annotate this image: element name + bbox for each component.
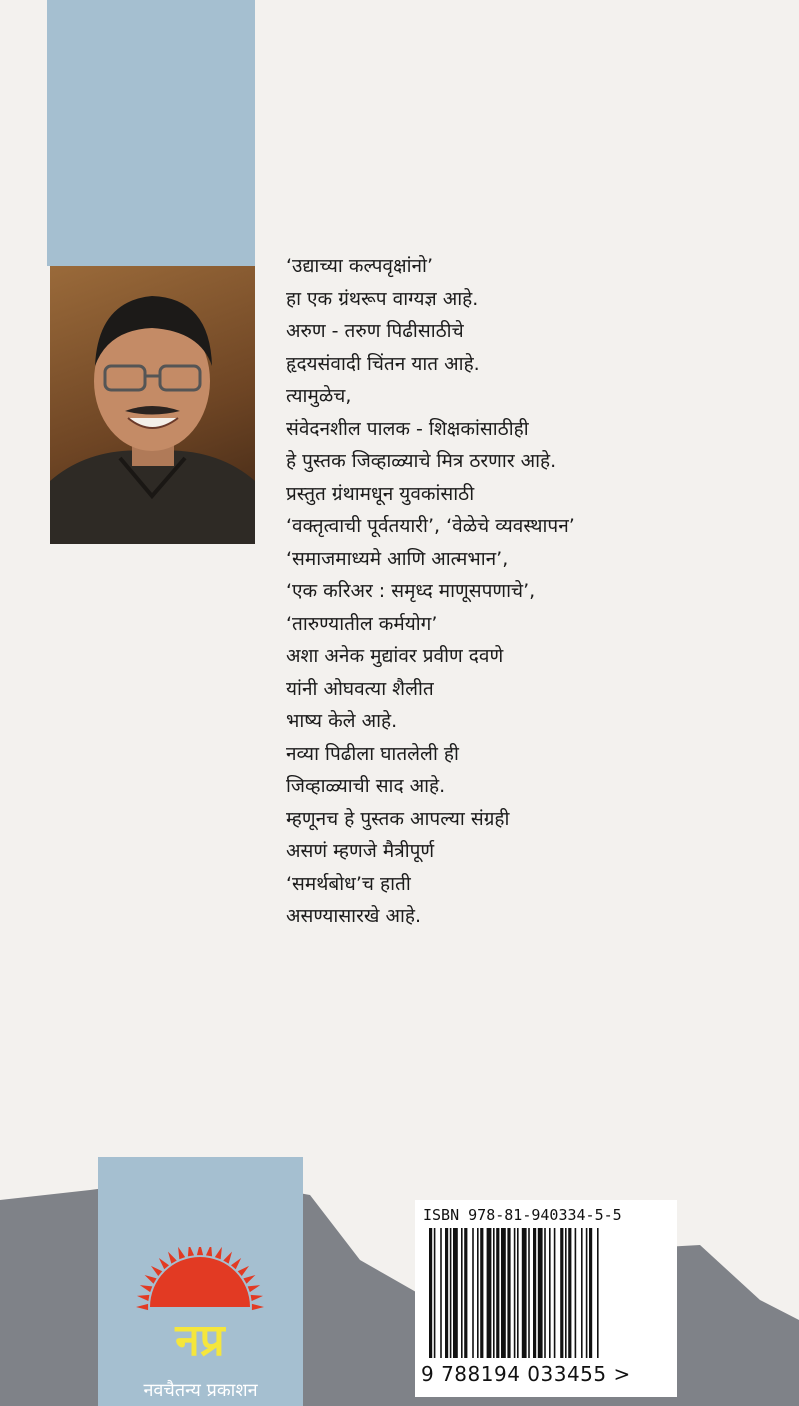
blurb-line: ‘तारुण्यातील कर्मयोग’ <box>286 612 438 635</box>
barcode-bar <box>581 1228 583 1358</box>
sun-ray <box>136 1304 148 1310</box>
blurb-line: म्हणूनच हे पुस्तक आपल्या संग्रही <box>286 807 510 830</box>
blurb-line: ‘एक करिअर : समृध्द माणूसपणाचे’, <box>286 580 536 602</box>
barcode-bar <box>501 1228 506 1358</box>
sun-ray <box>178 1247 185 1259</box>
barcode-bar <box>533 1228 536 1358</box>
sun-ray <box>137 1295 149 1301</box>
barcode-bar <box>429 1228 432 1358</box>
sun-ray <box>145 1275 157 1284</box>
barcode-bar <box>554 1228 556 1358</box>
barcode-bar <box>434 1228 436 1358</box>
blurb-line: असण्यासारखे आहे. <box>286 905 421 927</box>
sun-ray <box>215 1247 222 1259</box>
isbn-label: ISBN 978-81-940334-5-5 <box>423 1206 622 1224</box>
barcode-bar <box>586 1228 588 1358</box>
barcode-bar <box>496 1228 499 1358</box>
sun-ray <box>238 1266 249 1276</box>
sun-logo-icon <box>128 1247 273 1367</box>
barcode-bar <box>528 1228 530 1358</box>
sun-ray <box>197 1247 203 1255</box>
sun-ray <box>248 1285 260 1292</box>
barcode-bar <box>440 1228 442 1358</box>
barcode-bar <box>544 1228 546 1358</box>
sun-ray <box>243 1275 255 1284</box>
blurb-line: हृदयसंवादी चिंतन यात आहे. <box>286 352 480 375</box>
blurb-line: हा एक ग्रंथरूप वाग्यज्ञ आहे. <box>286 287 479 310</box>
sun-ray <box>188 1247 194 1256</box>
blurb-line: जिव्हाळ्याची साद आहे. <box>286 775 446 797</box>
barcode-bars <box>429 1228 657 1358</box>
blurb-line: त्यामुळेच, <box>286 385 352 407</box>
barcode-bar <box>560 1228 563 1358</box>
barcode-bar <box>480 1228 483 1358</box>
barcode-bar <box>464 1228 467 1358</box>
author-photo <box>50 266 255 544</box>
sun-ray <box>252 1304 264 1310</box>
barcode-bar <box>565 1228 567 1358</box>
blurb-line: असणं म्हणजे मैत्रीपूर्ण <box>286 840 435 862</box>
barcode-bar <box>575 1228 577 1358</box>
barcode-bar <box>589 1228 592 1358</box>
barcode-bar <box>517 1228 519 1358</box>
sun-ray <box>168 1252 177 1264</box>
blurb-line: संवेदनशील पालक - शिक्षकांसाठीही <box>286 417 529 440</box>
publisher-name: नवचैतन्य प्रकाशन <box>143 1380 258 1401</box>
barcode-bar <box>445 1228 448 1358</box>
barcode-bar <box>549 1228 551 1358</box>
blurb-line: ‘समाजमाध्यमे आणि आत्मभान’, <box>286 547 509 570</box>
blurb-line: हे पुस्तक जिव्हाळ्याचे मित्र ठरणार आहे. <box>286 450 557 472</box>
logo-letters: नप्र <box>175 1315 225 1366</box>
blurb-line: अरुण - तरुण पिढीसाठीचे <box>286 320 464 342</box>
barcode-bar <box>522 1228 527 1358</box>
sun-ray <box>151 1266 162 1276</box>
barcode-bar <box>453 1228 458 1358</box>
barcode-bar <box>507 1228 510 1358</box>
blurb-line: प्रस्तुत ग्रंथामधून युवकांसाठी <box>286 482 475 505</box>
barcode-bar <box>493 1228 495 1358</box>
barcode-bar <box>472 1228 474 1358</box>
sun-ray <box>206 1247 212 1256</box>
blurb-line: यांनी ओघवत्या शैलीत <box>286 677 434 700</box>
barcode-bar <box>477 1228 479 1358</box>
barcode-bar <box>538 1228 543 1358</box>
barcode-bar <box>597 1228 599 1358</box>
author-portrait-image <box>50 266 255 544</box>
barcode-block <box>415 1200 677 1397</box>
blurb-line: ‘समर्थबोध’च हाती <box>286 872 411 895</box>
top-color-band <box>47 0 255 266</box>
back-cover-blurb <box>286 250 786 933</box>
sun-ray <box>231 1258 241 1269</box>
blurb-line: अशा अनेक मुद्यांवर प्रवीण दवणे <box>286 645 504 667</box>
sun-ray <box>159 1258 169 1269</box>
barcode-digits: 9 788194 033455 > <box>421 1362 631 1386</box>
publisher-logo-box <box>98 1157 303 1406</box>
barcode-bar <box>487 1228 492 1358</box>
sun-ray <box>223 1252 232 1264</box>
sun-ray <box>140 1285 152 1292</box>
barcode-bar <box>514 1228 516 1358</box>
blurb-line: भाष्य केले आहे. <box>286 710 398 732</box>
blurb-line: नव्या पिढीला घातलेली ही <box>286 742 459 765</box>
blurb-line: ‘उद्याच्या कल्पवृक्षांनो’ <box>286 255 433 277</box>
blurb-line: ‘वक्तृत्वाची पूर्वतयारी’, ‘वेळेचे व्यवस्थापन’ <box>286 515 575 537</box>
sun-ray <box>251 1295 263 1301</box>
barcode-bar <box>461 1228 463 1358</box>
barcode-bar <box>450 1228 452 1358</box>
barcode-bar <box>568 1228 571 1358</box>
